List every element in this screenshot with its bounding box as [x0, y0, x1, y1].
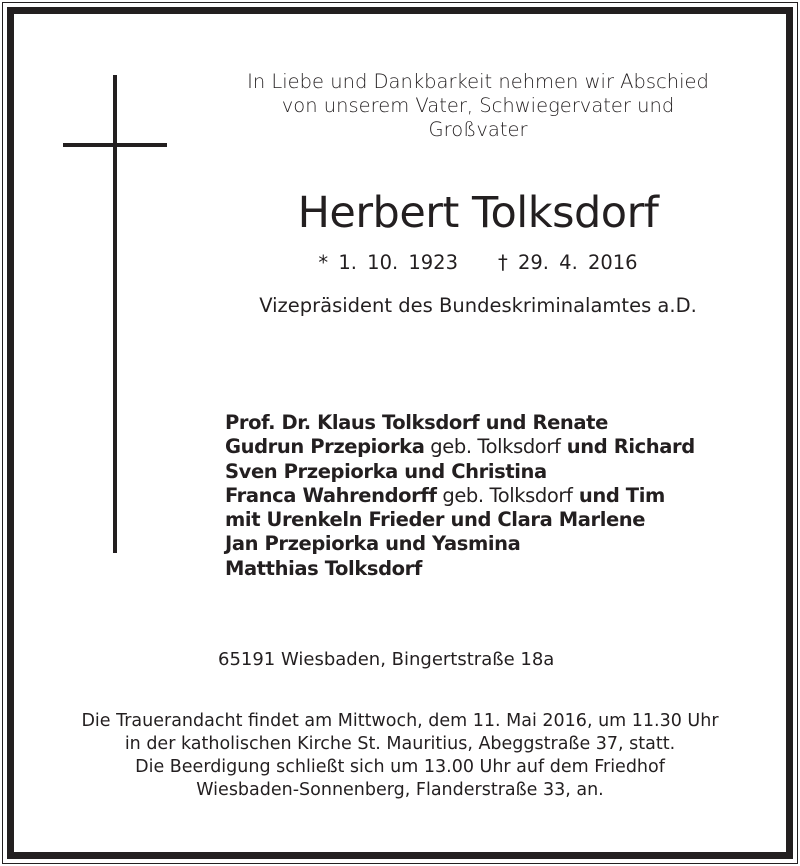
mourner-line — [225, 508, 695, 532]
birth-date: * 1. 10. 1923 — [318, 251, 458, 274]
deceased-title: Vizepräsident des Bundeskriminalamtes a.D. — [259, 294, 697, 317]
deceased-name: Herbert Tolksdorf — [297, 188, 659, 238]
service-line: Die Trauerandacht findet am Mittwoch, dem 11. Mai 2016, um 11.30 Uhr — [81, 711, 719, 731]
mourner-line — [225, 435, 695, 459]
mourner-name: Prof. Dr. Klaus Tolksdorf und Renate — [225, 411, 608, 434]
mourner-spouse: und Tim — [572, 483, 665, 507]
mourner-name: Franca Wahrendorff — [225, 483, 437, 507]
mourner-name: Jan Przepiorka und Yasmina — [225, 532, 521, 556]
intro-line: In Liebe und Dankbarkeit nehmen wir Abschied — [247, 70, 709, 93]
intro-text — [200, 70, 756, 142]
service-info — [0, 710, 800, 802]
maiden-name: geb. Tolksdorf — [436, 483, 573, 507]
service-line: Die Beerdigung schließt sich um 13.00 Uhr auf dem Friedhof — [135, 757, 665, 777]
mourner-name: Sven Przepiorka und Christina — [225, 459, 547, 483]
mourner-name: Gudrun Przepiorka — [225, 435, 425, 459]
death-date: † 29. 4. 2016 — [498, 251, 638, 274]
mourner-line — [225, 411, 695, 435]
cross-horizontal-bar — [63, 143, 167, 147]
mourner-line — [225, 557, 695, 581]
mourner-name: Matthias Tolksdorf — [225, 556, 422, 580]
service-line: in der katholischen Kirche St. Mauritius, Abeggstraße 37, statt. — [124, 734, 676, 754]
mourners-list — [225, 411, 695, 581]
intro-line: von unserem Vater, Schwiegervater und — [281, 94, 675, 117]
intro-line: Großvater — [428, 118, 528, 141]
mourner-name: mit Urenkeln Frieder und Clara Marlene — [225, 508, 646, 532]
mourner-spouse: und Richard — [560, 435, 695, 459]
mourner-line — [225, 532, 695, 556]
service-line: Wiesbaden-Sonnenberg, Flanderstraße 33, an. — [196, 780, 604, 800]
mourner-line — [225, 484, 695, 508]
mourner-line — [225, 460, 695, 484]
life-dates — [200, 250, 756, 276]
address: 65191 Wiesbaden, Bingertstraße 18a — [218, 649, 555, 670]
maiden-name: geb. Tolksdorf — [424, 435, 561, 459]
